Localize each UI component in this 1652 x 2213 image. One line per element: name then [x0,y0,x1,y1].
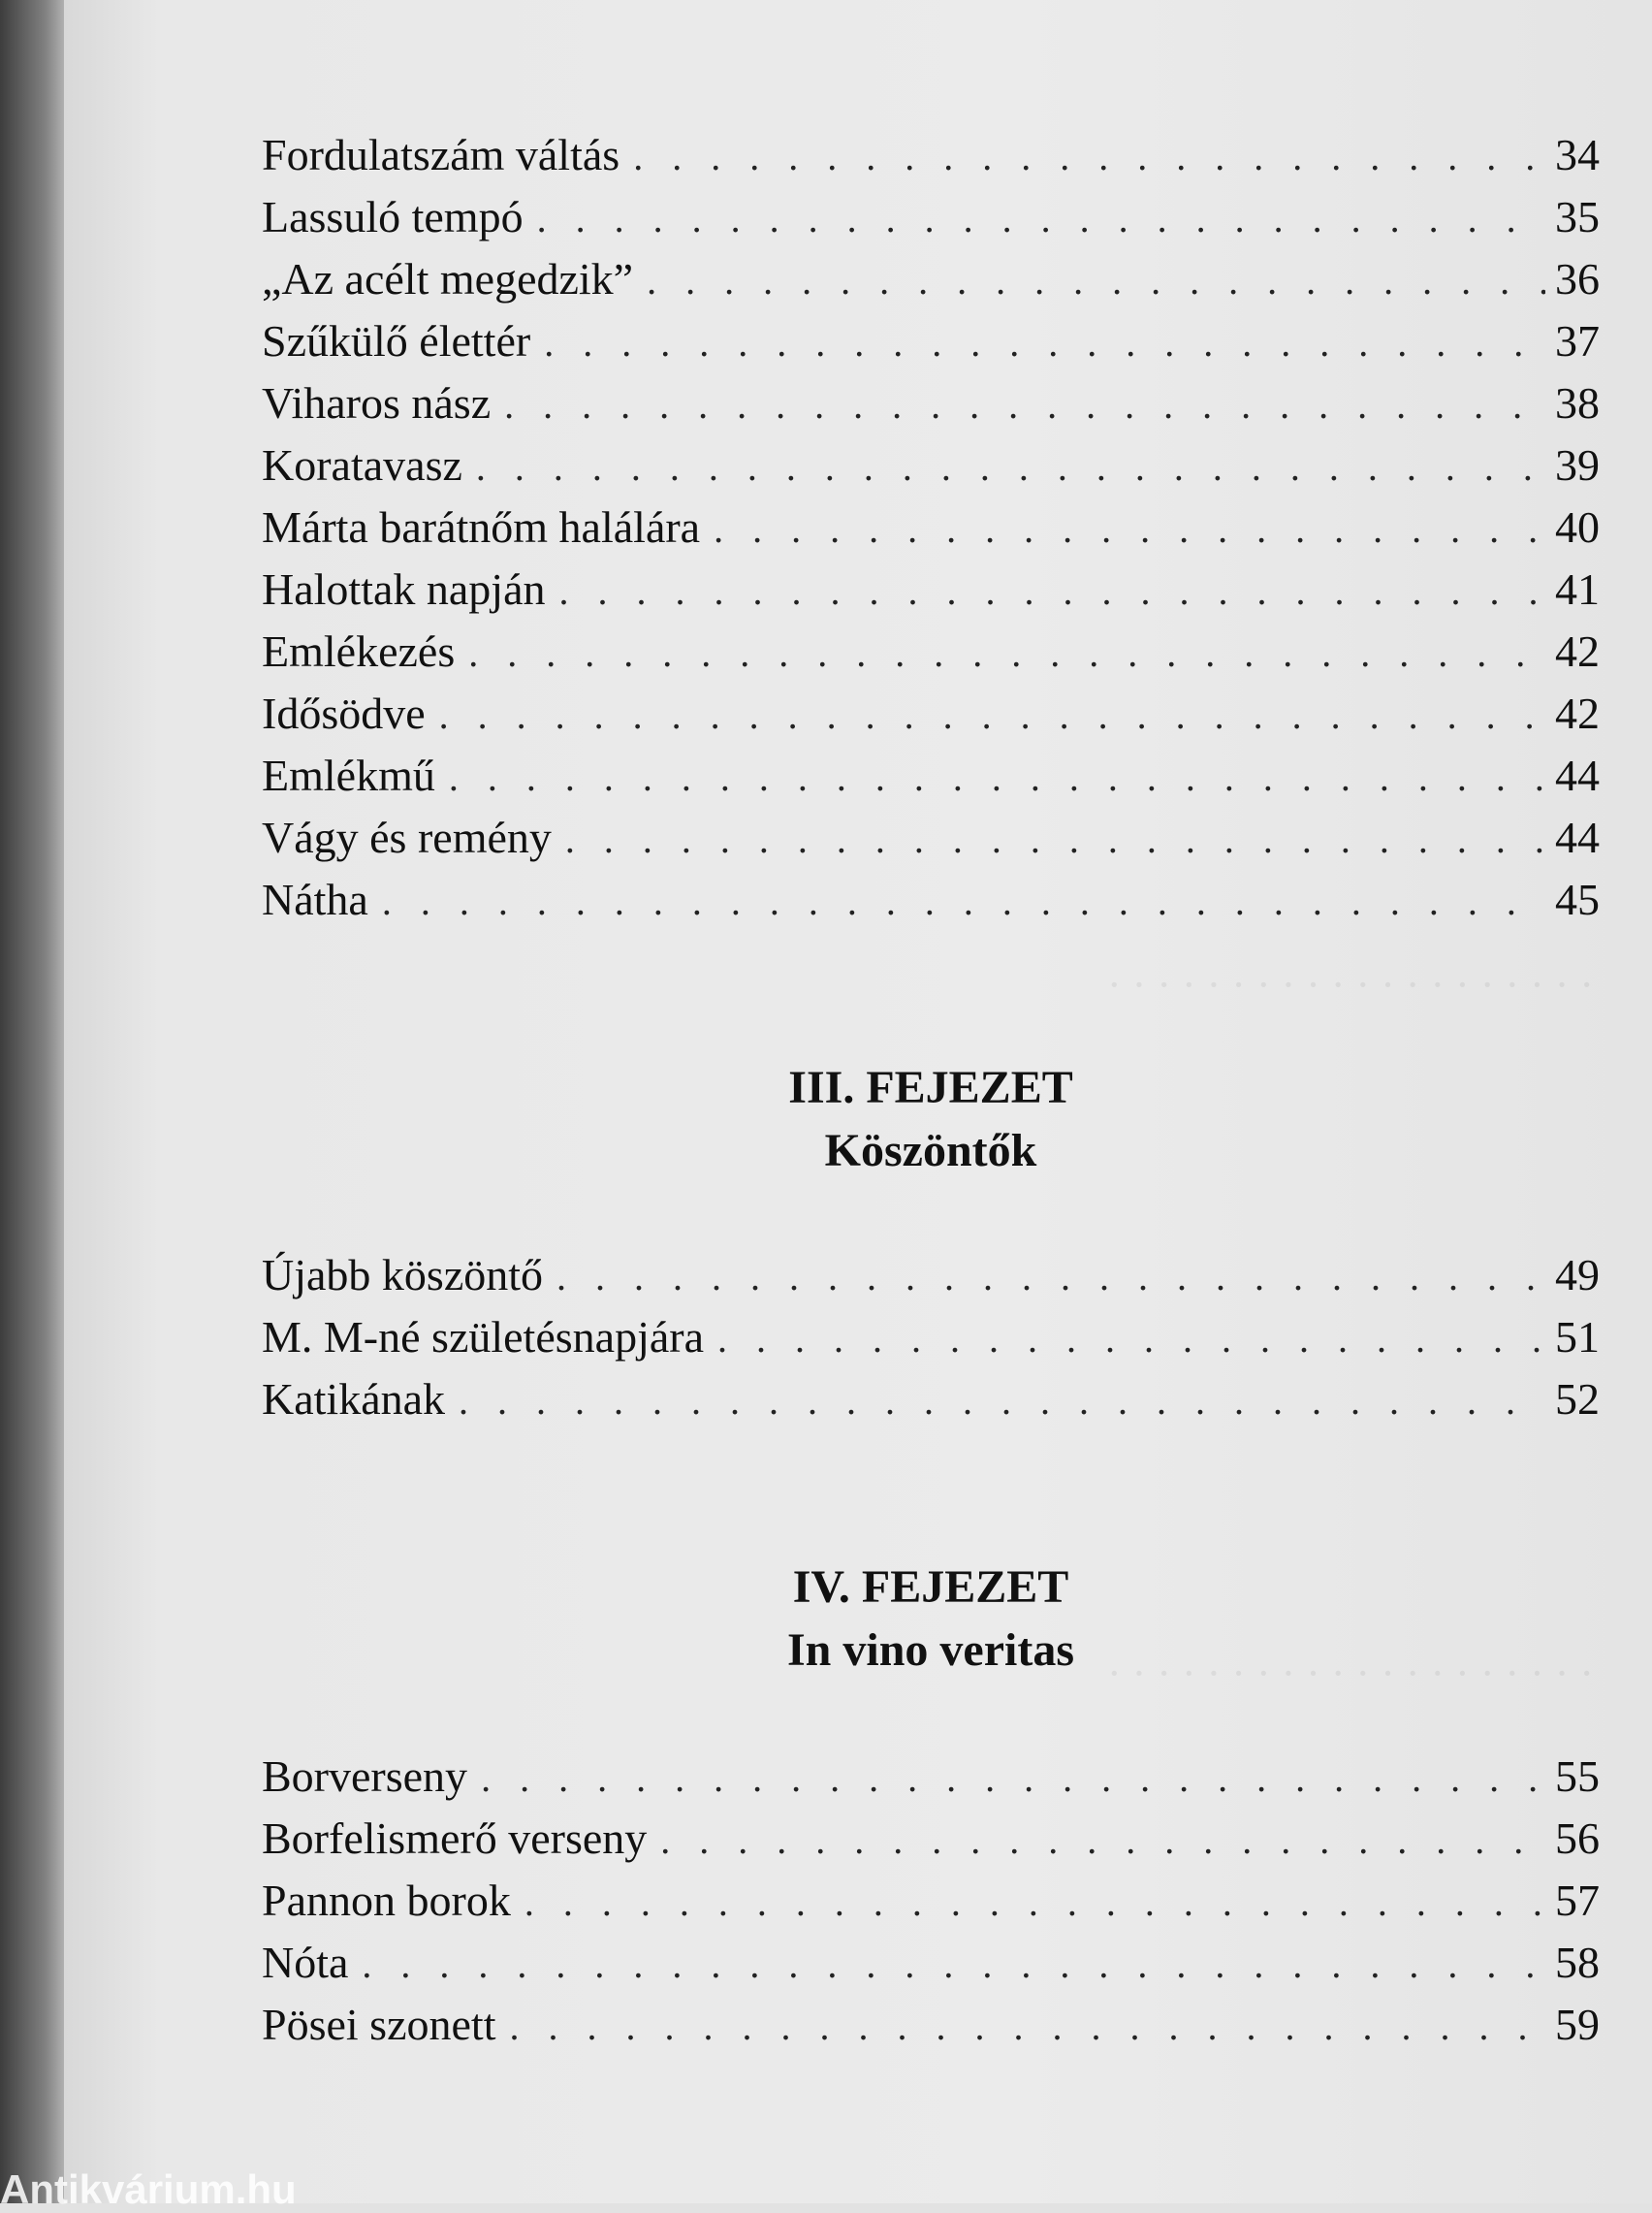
toc-entry: Fordulatszám váltás . . . 34 [262,124,1600,186]
leader-dots [524,1872,1545,1934]
leader-dots [509,1996,1545,2058]
leader-dots [476,436,1545,498]
leader-dots [714,498,1545,561]
toc-entry: Lassuló tempó . . . 35 [262,186,1600,248]
leader-dots [468,623,1545,685]
toc-entry: Szűkülő élettér . . . 37 [262,310,1600,372]
show-through-texture: · · · · · · · · · · · · · · · · · · · · [1106,961,1594,1009]
leader-dots [544,312,1545,374]
show-through-texture: · · · · · · · · · · · · · · · · · · · · [1106,1650,1594,1697]
leader-dots [459,1370,1545,1432]
leader-dots [439,685,1545,747]
leader-dots [556,1246,1545,1308]
toc-entry: Borfelismerő verseny . . . 56 [262,1808,1600,1870]
leader-dots [537,188,1545,250]
leader-dots [559,561,1545,623]
toc-entry: Borverseny . . . 55 [262,1746,1600,1808]
chapter-4-heading: IV. FEJEZET [792,1561,1069,1613]
toc-entry: Vágy és remény . . . 44 [262,807,1600,869]
leader-dots [504,374,1545,436]
toc-entry: Nóta . . . 58 [262,1932,1600,1994]
leader-dots [647,250,1545,312]
toc-entry: Pösei szonett . . . 59 [262,1994,1600,2056]
chapter-3-subtitle: Köszöntők [824,1125,1037,1176]
book-spine-shadow [0,0,64,2203]
toc-entry: Nátha . . . 45 [262,869,1600,931]
toc-entry: Emlékmű . . . 44 [262,745,1600,807]
toc-entry: Pannon borok . . . 57 [262,1870,1600,1932]
toc-entry: Újabb köszöntő . . . 49 [262,1244,1600,1306]
leader-dots [449,747,1545,809]
toc-entry: Viharos nász . . . 38 [262,372,1600,434]
toc-chapter-4 [262,1746,1600,2056]
toc-chapter-3 [262,1244,1600,1430]
toc-entry: Katikának . . . 52 [262,1368,1600,1430]
toc-section-1 [262,124,1600,931]
leader-dots [565,809,1545,871]
toc-entry: Koratavasz . . . 39 [262,434,1600,497]
watermark: Antikvárium.hu [0,2166,297,2212]
leader-dots [660,1810,1545,1872]
toc-entry: „Az acélt megedzik” . . . 36 [262,248,1600,310]
toc-entry: Halottak napján . . . 41 [262,559,1600,621]
leader-dots [717,1308,1545,1370]
toc-entry: Idősödve . . . 42 [262,683,1600,745]
leader-dots [382,871,1545,933]
toc-entry: Márta barátnőm halálára . . . 40 [262,497,1600,559]
chapter-4-subtitle: In vino veritas [786,1624,1074,1676]
leader-dots [481,1748,1545,1810]
toc-entry: Emlékezés . . . 42 [262,621,1600,683]
leader-dots [362,1934,1545,1996]
leader-dots [633,126,1545,188]
toc-entry: M. M-né születésnapjára . . . 51 [262,1306,1600,1368]
chapter-3-heading: III. FEJEZET [788,1062,1073,1113]
